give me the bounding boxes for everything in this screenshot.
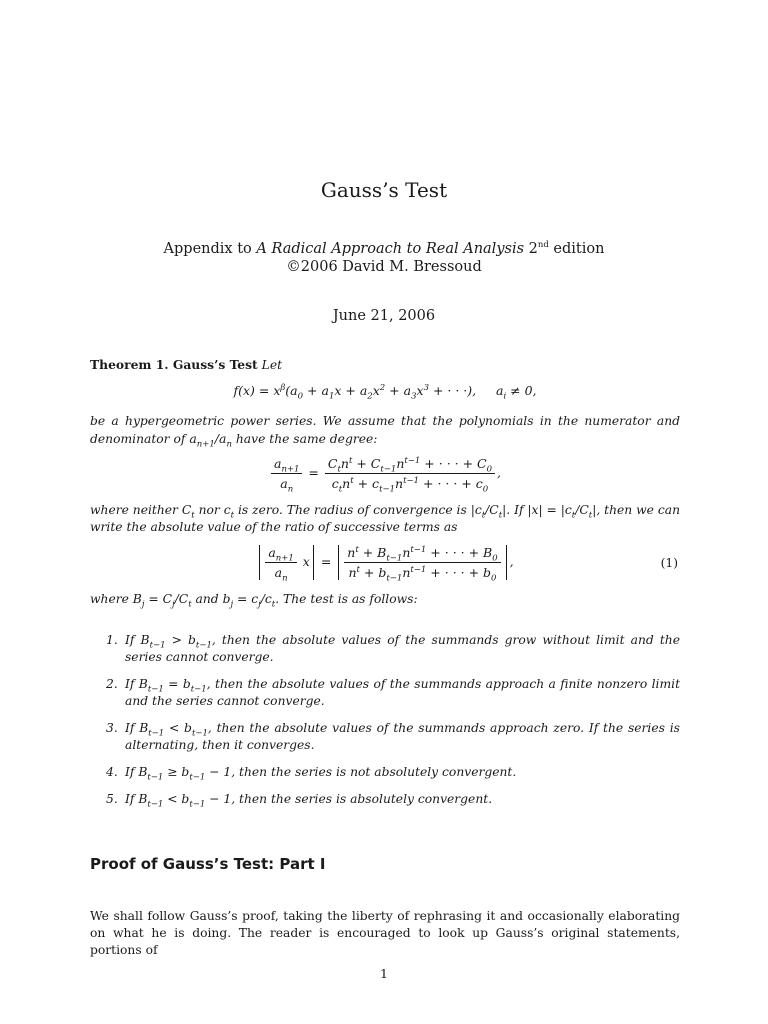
paper-title: Gauss’s Test (320, 178, 448, 202)
p3-b: = C (144, 592, 172, 606)
theorem-label: Theorem 1. Gauss’s Test (90, 357, 258, 372)
p3-a: where B (90, 592, 142, 606)
copyright-line: ©2006 David M. Bressoud (286, 259, 482, 275)
abs-left: $\frac{a_{n+1}}{a_n}$ x (259, 545, 314, 580)
item-number: 4. (106, 765, 118, 779)
section-body: We shall follow Gauss’s proof, taking the liberty of rephrasing it and occasionally elaborating on what he is doing. The reader is encouraged to look up Gauss’s original statements, portions of (90, 909, 680, 957)
item-pre: If B (125, 633, 150, 647)
absolute-ratio-equation: $\frac{a_{n+1}}{a_n}$ x = $\frac{n^t + B_{t-1}n^{t-1} + \cdot \cdot \cdot + B_0}{n^t + b_{t-1}n^{t-1} + \cdot \cdot \cdot + b_0}$ , (90, 545, 680, 580)
list-item: 5. If $B_{t-1} < b_{t-1} - 1$, then the series is absolutely convergent. (106, 792, 493, 810)
series-equation: $f(x) = x^\beta(a_0 + a_1x + a_2x^2 + a_3x^3$ + · · ·), $a_i \ne 0$, (233, 382, 537, 402)
p2-c: is zero. The radius of convergence is |c (234, 503, 482, 517)
item-pre: If B (125, 765, 148, 779)
item-text: , then the absolute values of the summands grow without limit and the series cannot converge. (125, 633, 680, 664)
p2-d: /C (485, 503, 499, 517)
item-rel: > b (165, 633, 196, 647)
ratio-equation: $\frac{a_{n+1}}{a_n}$ = $\frac{C_tn^t + C_{t-1}n^{t-1} + \cdot \cdot \cdot + C_0}{c_tn^t + c_{t-1}n^{t-1} + \cdot \cdot \cdot + c_0}$ , (90, 456, 680, 491)
item-text: , then the absolute values of the summands approach zero. If the series is alternating, then it converges. (125, 721, 680, 752)
item-text: , then the absolute values of the summands approach a finite nonzero limit and the series cannot converge. (125, 677, 681, 708)
theorem-lead: Let (261, 358, 283, 372)
subtitle-prefix: Appendix to (163, 241, 257, 257)
equation-number: (1) (660, 556, 678, 570)
paper-subtitle (0, 240, 768, 276)
list-item: 2. If $B_{t-1} = b_{t-1}$, then the absolute values of the summands approach a finite nonzero limit and the series cannot converge. (106, 677, 681, 708)
p2-b: nor c (194, 503, 231, 517)
item-rel: ≥ b (163, 765, 190, 779)
list-item: 3. If $B_{t-1} < b_{t-1}$, then the absolute values of the summands approach zero. If the series is alternating, then it converges. (106, 721, 680, 752)
p3-e: = c (233, 592, 259, 606)
item-number: 1. (106, 633, 118, 647)
list-item: 4. If $B_{t-1} \ge b_{t-1} - 1$, then the series is not absolutely convergent. (106, 765, 517, 783)
p2-a: where neither C (90, 503, 192, 517)
ratio-fraction: $\frac{a_{n+1}}{a_n}$ (271, 456, 302, 491)
p2-e: |. If |x| = |c (502, 503, 572, 517)
item-number: 2. (106, 677, 118, 691)
item-text: − 1, then the series is absolutely convergent. (205, 792, 493, 806)
p3-g: . The test is as follows: (275, 592, 418, 606)
p3-d: and b (191, 592, 231, 606)
section-heading: Proof of Gauss’s Test: Part I (90, 855, 326, 873)
paragraph-1-text: be a hypergeometric power series. We assume that the polynomials in the numerator and denominator of (90, 414, 680, 446)
theorem-heading (90, 357, 282, 372)
item-pre: If B (125, 721, 149, 735)
test-conditions-list (90, 632, 680, 808)
abs-right: $\frac{n^t + B_{t-1}n^{t-1} + \cdot \cdot \cdot + B_0}{n^t + b_{t-1}n^{t-1} + \cdot \cdot \cdot + b_0}$ (338, 545, 506, 580)
paragraph-1-tail: have the same degree: (235, 432, 378, 446)
ratio-inline: $a_{n+1}/a_n$ (189, 431, 232, 450)
polynomial-fraction: $\frac{C_tn^t + C_{t-1}n^{t-1} + \cdot \cdot \cdot + C_0}{c_tn^t + c_{t-1}n^{t-1} + \cdot \cdot \cdot + c_0}$ (325, 456, 495, 491)
item-pre: If B (125, 677, 148, 691)
item-rel: = b (163, 677, 191, 691)
edition-superscript: nd (537, 240, 549, 251)
item-number: 3. (106, 721, 118, 735)
item-number: 5. (106, 792, 118, 806)
p3-c: /C (174, 592, 189, 606)
p2-f: /C (575, 503, 589, 517)
list-item: 1. If $B_{t-1} > b_{t-1}$, then the absolute values of the summands grow without limit and the series cannot converge. (106, 633, 680, 664)
theorem-paragraph-1 (90, 413, 680, 448)
book-title: A Radical Approach to Real Analysis (256, 241, 525, 257)
p2-g: |, then we can write the absolute value of the ratio of successive terms as (90, 503, 680, 534)
item-pre: If B (125, 792, 148, 806)
item-rel: < b (163, 792, 190, 806)
page-number: 1 (380, 966, 388, 981)
theorem-paragraph-3: where $B_j = C_j/C_t$ and $b_j = c_j/c_t$. The test is as follows: (90, 592, 418, 610)
edition-number: 2 (528, 241, 538, 257)
item-rel: < b (164, 721, 192, 735)
theorem-paragraph-2: where neither $C_t$ nor $c_t$ is zero. The radius of convergence is $|c_t/C_t|$. If $|x| = |c_t/C_t|$, then we can write the absolute value of the ratio of successive terms as (90, 503, 680, 534)
paper-date: June 21, 2006 (332, 308, 436, 324)
item-text: − 1, then the series is not absolutely convergent. (205, 765, 517, 779)
p3-f: /c (260, 592, 272, 606)
edition-suffix: edition (548, 241, 605, 257)
